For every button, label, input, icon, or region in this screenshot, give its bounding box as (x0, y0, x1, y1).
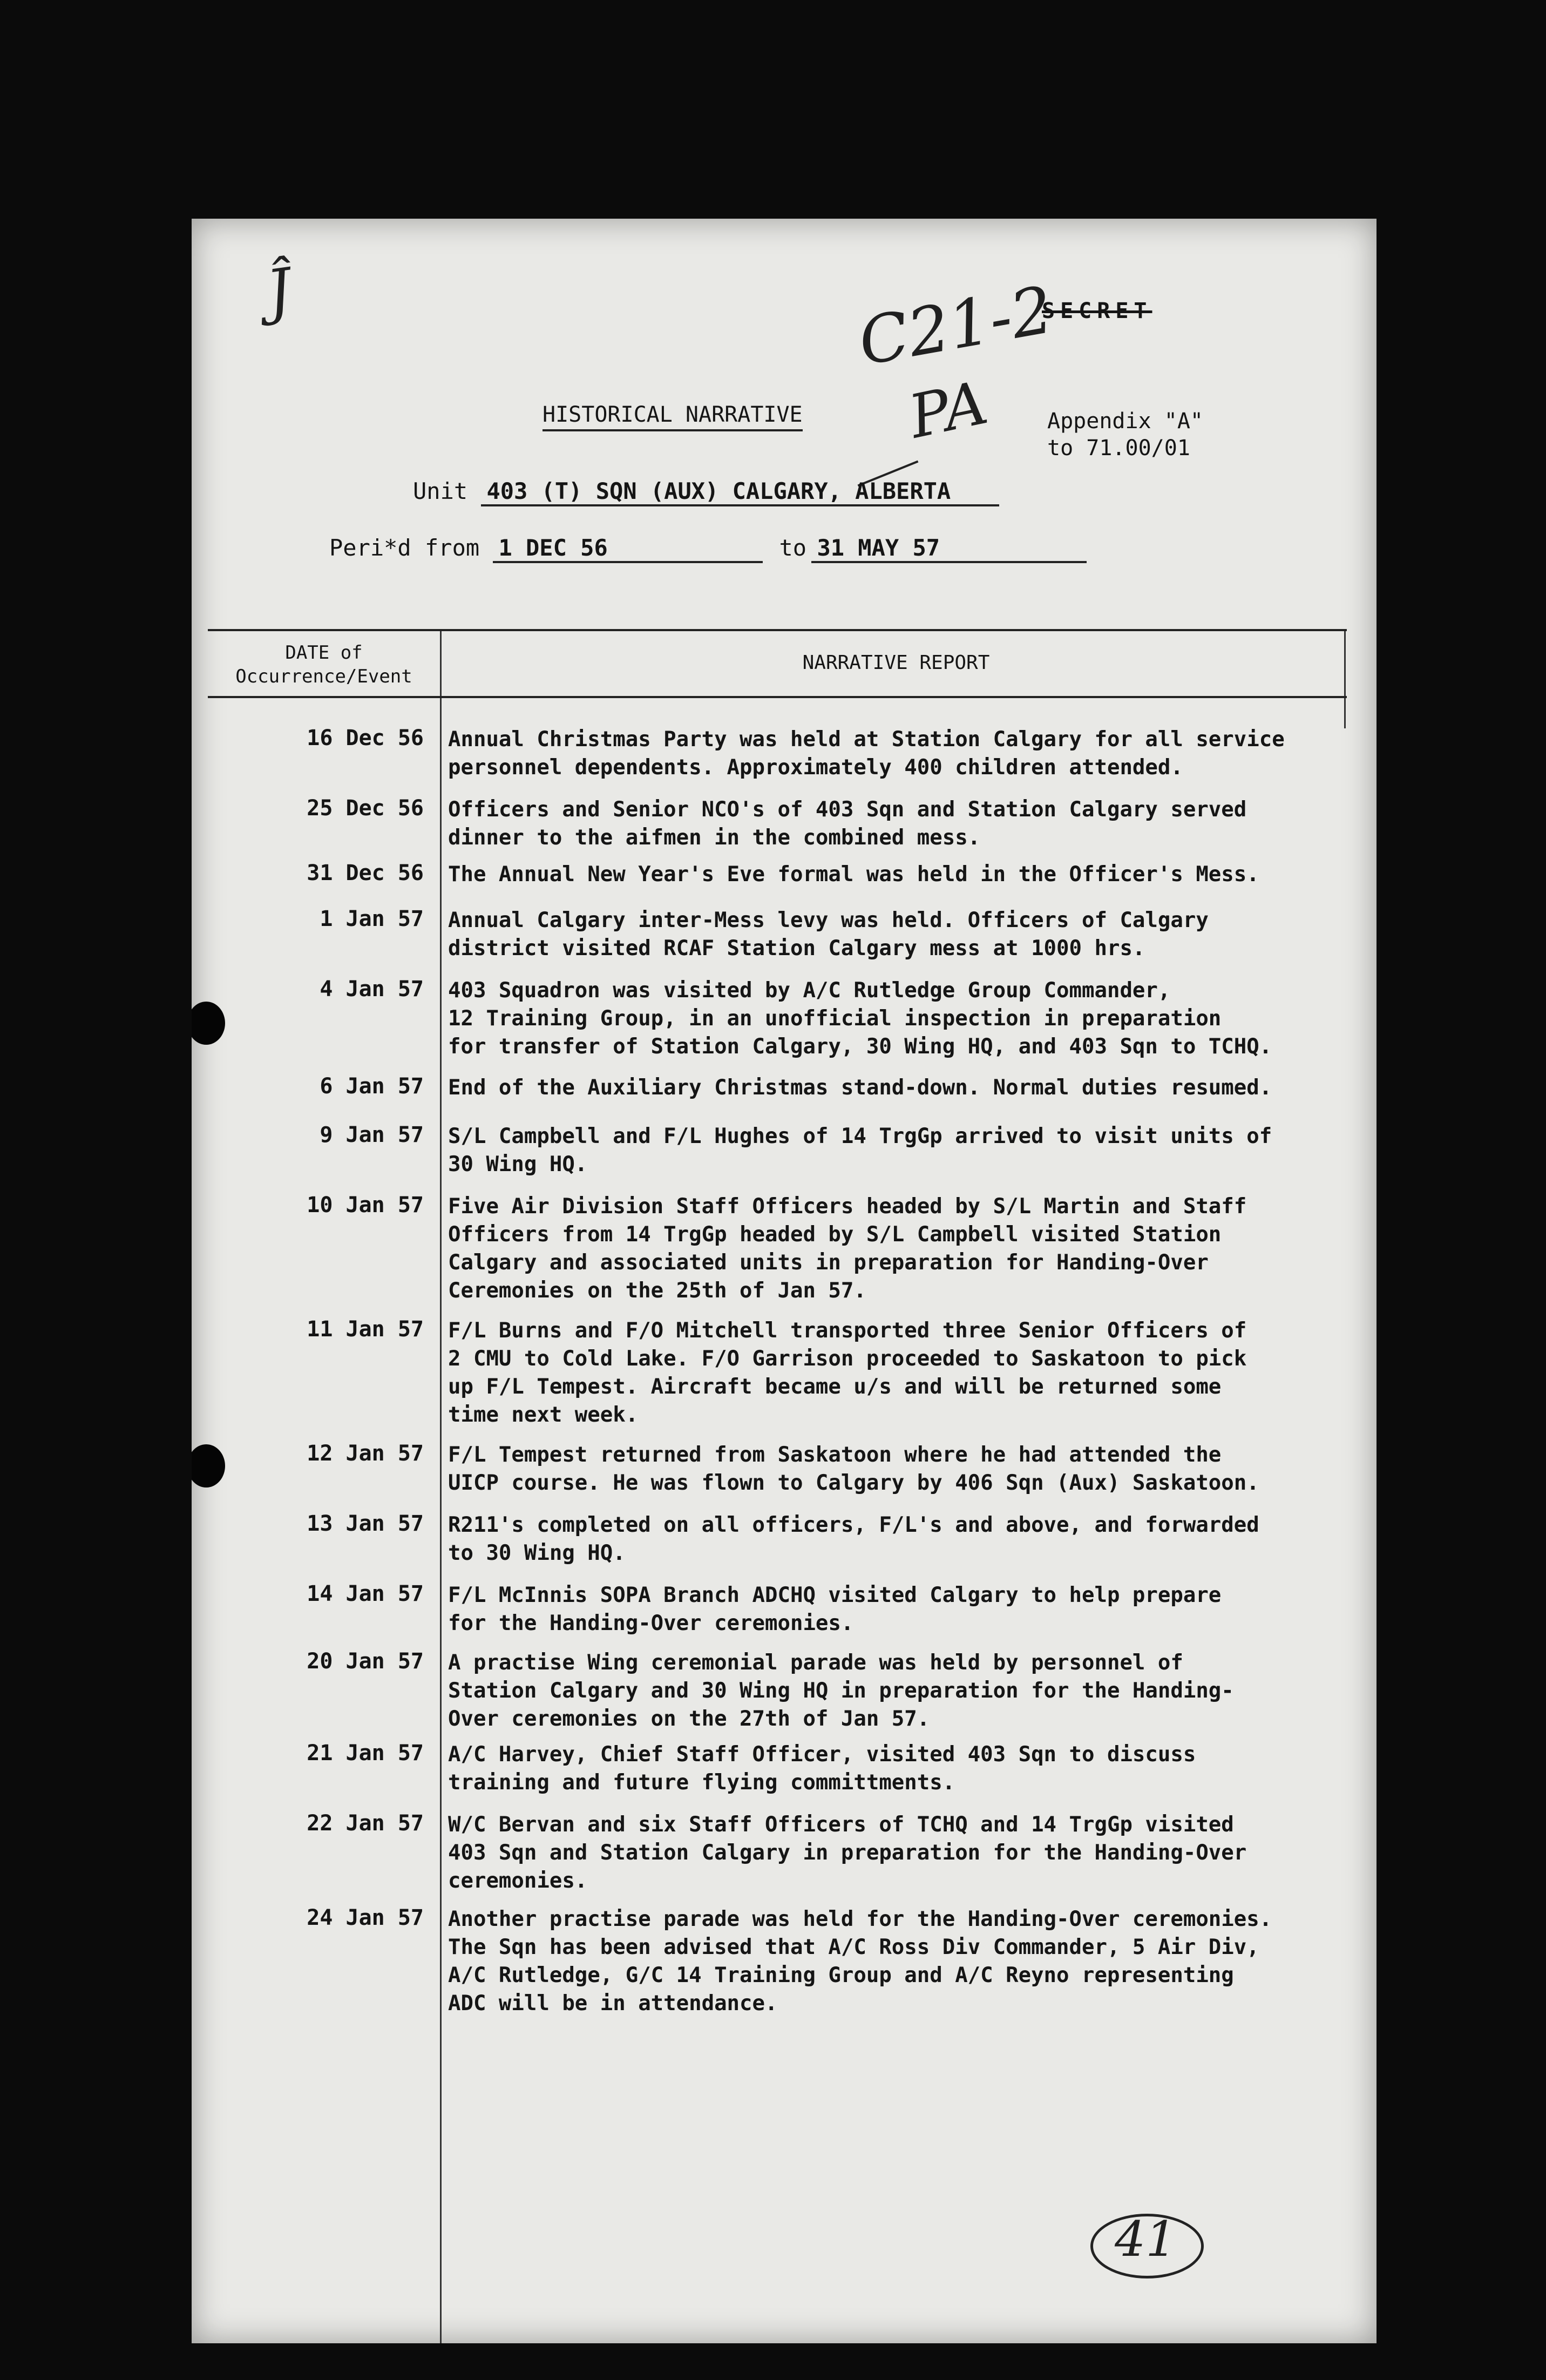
event-narrative (448, 1741, 1344, 1797)
narrative-line: Officers from 14 TrgGp headed by S/L Campbell visited Station (448, 1222, 1222, 1247)
event-narrative (448, 1649, 1344, 1733)
event-narrative (448, 1193, 1344, 1305)
event-narrative (448, 1441, 1344, 1497)
date-header-line: DATE of (285, 642, 363, 664)
narrative-line: F/L Burns and F/O Mitchell transported three Senior Officers of (448, 1319, 1247, 1343)
narrative-line: district visited RCAF Station Calgary mess at 1000 hrs. (448, 936, 1145, 961)
handwritten-file-code: C21-2 (853, 272, 1059, 381)
period-label: Peri*d from (329, 535, 480, 561)
unit-value: 403 (T) SQN (AUX) CALGARY, ALBERTA (481, 478, 999, 506)
narrative-line: Ceremonies on the 25th of Jan 57. (448, 1279, 866, 1303)
narrative-line: Officers and Senior NCO's of 403 Sqn and Station Calgary served (448, 797, 1247, 822)
narrative-line: 12 Training Group, in an unofficial inspection in preparation (448, 1006, 1222, 1031)
event-date: 31 Dec 56 (307, 861, 424, 885)
event-date: 14 Jan 57 (307, 1581, 424, 1606)
period-to-label: to (779, 535, 807, 561)
narrative-line: 30 Wing HQ. (448, 1152, 588, 1177)
narrative-line: training and future flying committments. (448, 1770, 955, 1795)
event-date: 13 Jan 57 (307, 1511, 424, 1536)
narrative-line: ceremonies. (448, 1869, 588, 1893)
document-page (192, 219, 1377, 2343)
narrative-line: A/C Harvey, Chief Staff Officer, visited 403 Sqn to discuss (448, 1742, 1196, 1767)
event-date: 25 Dec 56 (307, 796, 424, 821)
period-line (329, 535, 1087, 563)
event-narrative (448, 861, 1344, 889)
narrative-line: personnel dependents. Approximately 400 children attended. (448, 755, 1183, 780)
classification-stamp: SECRET (1042, 299, 1152, 323)
handwritten-initials: PA (903, 368, 994, 452)
column-divider (440, 631, 442, 2343)
narrative-line: Five Air Division Staff Officers headed by S/L Martin and Staff (448, 1194, 1247, 1219)
narrative-line: for transfer of Station Calgary, 30 Wing HQ, and 403 Sqn to TCHQ. (448, 1035, 1272, 1059)
narrative-line: for the Handing-Over ceremonies. (448, 1611, 854, 1635)
event-narrative (448, 1317, 1344, 1429)
date-column-header (208, 641, 440, 688)
narrative-line: Another practise parade was held for the Handing-Over ceremonies. (448, 1907, 1272, 1931)
event-date: 9 Jan 57 (320, 1123, 424, 1147)
narrative-line: W/C Bervan and six Staff Officers of TCHQ and 14 TrgGp visited (448, 1813, 1234, 1837)
event-narrative (448, 726, 1344, 782)
narrative-line: F/L McInnis SOPA Branch ADCHQ visited Calgary to help prepare (448, 1583, 1222, 1607)
event-date: 1 Jan 57 (320, 907, 424, 931)
event-narrative (448, 977, 1344, 1061)
header-rule (208, 696, 1347, 698)
narrative-line: UICP course. He was flown to Calgary by 406 Sqn (Aux) Saskatoon. (448, 1471, 1259, 1495)
narrative-line: up F/L Tempest. Aircraft became u/s and will be returned some (448, 1375, 1222, 1399)
unit-line (413, 478, 999, 506)
event-narrative (448, 907, 1344, 963)
event-date: 6 Jan 57 (320, 1074, 424, 1099)
narrative-line: End of the Auxiliary Christmas stand-down. Normal duties resumed. (448, 1076, 1272, 1100)
document-title: HISTORICAL NARRATIVE (543, 402, 803, 431)
narrative-line: The Annual New Year's Eve formal was held in the Officer's Mess. (448, 862, 1259, 887)
event-narrative (448, 1811, 1344, 1895)
narrative-line: F/L Tempest returned from Saskatoon where he had attended the (448, 1443, 1222, 1467)
appendix-line: Appendix "A" (1047, 409, 1203, 434)
event-date: 16 Dec 56 (307, 726, 424, 750)
event-date: 21 Jan 57 (307, 1741, 424, 1766)
event-narrative (448, 1074, 1344, 1102)
event-date: 10 Jan 57 (307, 1193, 424, 1218)
event-date: 4 Jan 57 (320, 977, 424, 1002)
event-date: 11 Jan 57 (307, 1317, 424, 1342)
narrative-line: A/C Rutledge, G/C 14 Training Group and A/C Reyno representing (448, 1963, 1234, 1987)
narrative-line: ADC will be in attendance. (448, 1991, 778, 2016)
handwritten-page-number: 41 (1115, 2211, 1177, 2268)
narrative-line: R211's completed on all officers, F/L's and above, and forwarded (448, 1513, 1259, 1537)
narrative-line: Station Calgary and 30 Wing HQ in preparation for the Handing- (448, 1679, 1234, 1703)
narrative-line: Annual Christmas Party was held at Station Calgary for all service (448, 727, 1285, 752)
event-date: 20 Jan 57 (307, 1649, 424, 1674)
narrative-line: A practise Wing ceremonial parade was held by personnel of (448, 1651, 1183, 1675)
narrative-line: 2 CMU to Cold Lake. F/O Garrison proceeded to Saskatoon to pick (448, 1347, 1247, 1371)
appendix-reference (1047, 408, 1203, 462)
handwritten-mark: Ĵ (262, 255, 296, 327)
narrative-line: The Sqn has been advised that A/C Ross Div Commander, 5 Air Div, (448, 1935, 1259, 1959)
period-from: 1 DEC 56 (493, 535, 763, 563)
table-border-right (1344, 631, 1346, 728)
event-date: 22 Jan 57 (307, 1811, 424, 1836)
event-narrative (448, 1511, 1344, 1567)
event-date: 12 Jan 57 (307, 1441, 424, 1466)
event-narrative (448, 1905, 1344, 2018)
date-header-line: Occurrence/Event (235, 666, 412, 687)
narrative-table (208, 629, 1347, 2343)
narrative-line: S/L Campbell and F/L Hughes of 14 TrgGp arrived to visit units of (448, 1124, 1272, 1148)
narrative-line: dinner to the aifmen in the combined mess. (448, 826, 981, 850)
narrative-line: time next week. (448, 1403, 639, 1427)
event-date: 24 Jan 57 (307, 1905, 424, 1930)
narrative-column-header: NARRATIVE REPORT (802, 652, 990, 674)
period-to: 31 MAY 57 (811, 535, 1087, 563)
event-narrative (448, 1581, 1344, 1638)
narrative-line: to 30 Wing HQ. (448, 1541, 626, 1565)
event-narrative (448, 1123, 1344, 1179)
event-narrative (448, 796, 1344, 852)
appendix-line: to 71.00/01 (1047, 436, 1190, 461)
narrative-line: Calgary and associated units in preparation for Handing-Over (448, 1250, 1209, 1275)
narrative-line: 403 Sqn and Station Calgary in preparation for the Handing-Over (448, 1841, 1247, 1865)
narrative-line: 403 Squadron was visited by A/C Rutledge Group Commander, (448, 978, 1171, 1003)
narrative-line: Over ceremonies on the 27th of Jan 57. (448, 1707, 930, 1731)
narrative-line: Annual Calgary inter-Mess levy was held. Officers of Calgary (448, 908, 1209, 932)
unit-label: Unit (413, 478, 468, 504)
